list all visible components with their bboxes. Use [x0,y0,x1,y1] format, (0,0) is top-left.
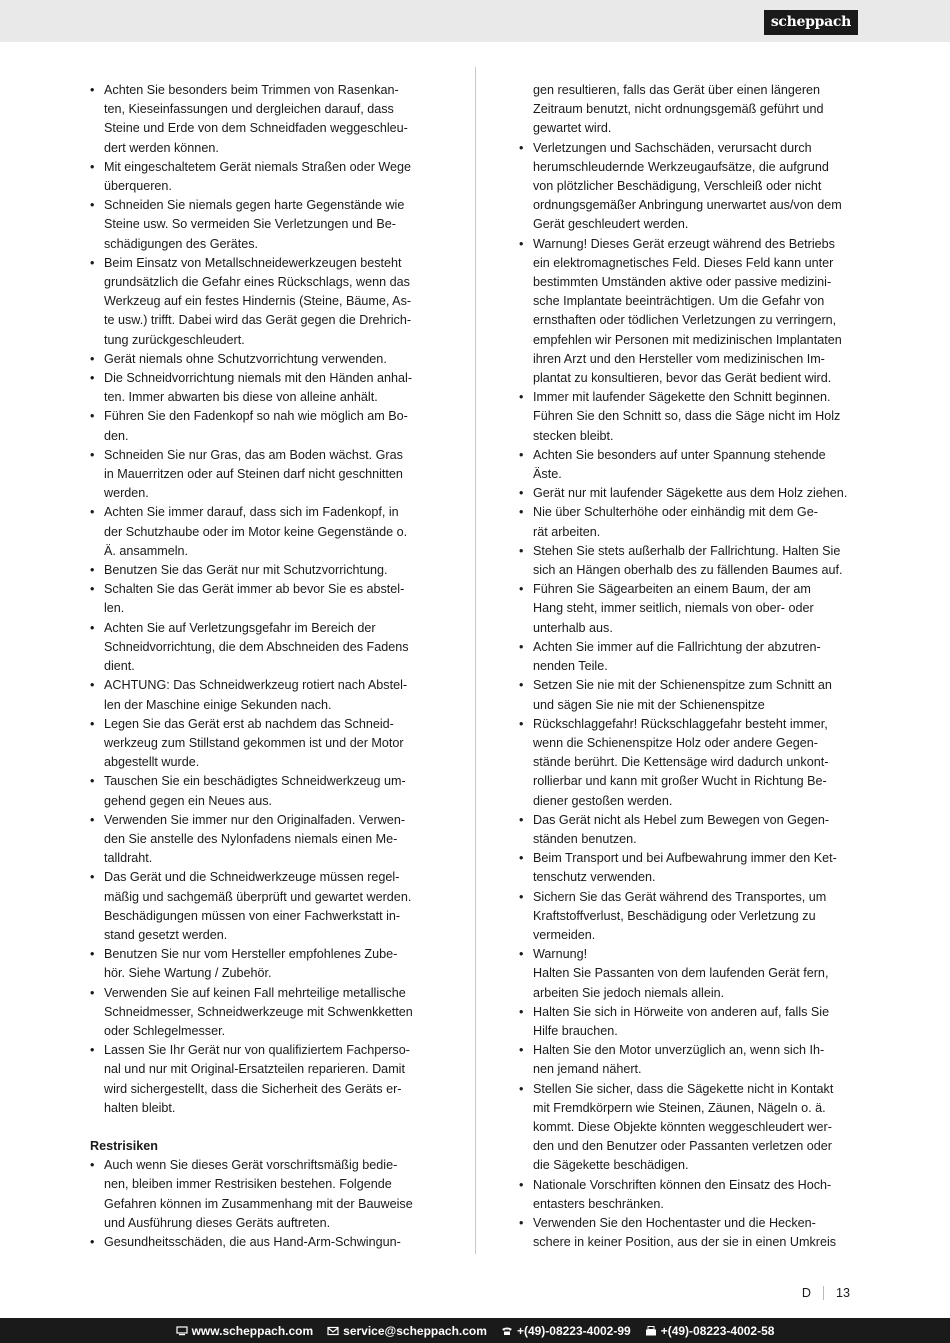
list-item-line: • Immer mit laufender Sägekette den Schnitt beginnen. [533,390,831,405]
list-item [90,1233,440,1252]
list-item [90,715,440,773]
list-item-line: gen resultieren, falls das Gerät über einen längeren [533,83,821,97]
list-item [519,888,869,946]
list-item-line: ständen benutzen. [533,831,637,846]
list-item-line: der Schutzhaube oder im Motor keine Gegenstände o. [104,524,408,539]
list-item-line: stände berührt. Die Kettensäge wird dadurch unkont- [533,755,829,770]
list-item-line: nal und nur mit Original-Ersatzteilen reparieren. Damit [104,1062,405,1077]
list-item-line: • Verwenden Sie auf keinen Fall mehrteilige metallische [104,985,406,1000]
list-item [90,580,440,618]
list-item [90,369,440,407]
left-column [90,81,440,1252]
section-heading: Restrisiken [90,1138,158,1153]
list-item-line: sche Implantate beeinträchtigen. Um die Gefahr von [533,294,825,309]
list-item-line: • Das Gerät nicht als Hebel zum Bewegen von Gegen- [533,812,830,827]
list-item-line: oder Schlegelmesser. [104,1023,226,1038]
column-divider [475,67,476,1254]
list-item-line: wird sichergestellt, dass die Sicherheit des Geräts er- [104,1081,402,1096]
list-item [90,619,440,677]
list-item-line: von plötzlicher Beschädigung, Verschleiß oder nicht [533,179,822,194]
list-item-line: den und den Benutzer oder Passanten verletzen oder [533,1139,832,1154]
list-item-line: in Mauerritzen oder auf Steinen darf nicht geschnitten [104,467,403,482]
list-item-line: • Achten Sie besonders auf unter Spannung stehende [533,447,826,462]
safety-list [90,81,440,1118]
list-item-line: • Gesundheitsschäden, die aus Hand-Arm-Schwingun- [104,1234,401,1249]
list-item-line: • Stellen Sie sicher, dass die Sägekette nicht in Kontakt [533,1081,834,1096]
website-text: www.scheppach.com [191,1323,314,1338]
list-item-line: herumschleudernde Werkzeugaufsätze, die aufgrund [533,159,829,174]
list-item-line: • Lassen Sie Ihr Gerät nur von qualifiziertem Fachperso- [104,1043,410,1058]
list-item-line: • Beim Einsatz von Metallschneidewerkzeugen besteht [104,255,402,270]
fax-icon [645,1326,657,1336]
list-item-line: mäßig und sachgemäß überprüft und gewartet werden. [104,889,412,904]
list-item-line: sich an Hängen oberhalb des zu fällenden Baumes auf. [533,563,843,578]
right-column [519,81,869,1252]
list-item [90,772,440,810]
list-item [519,580,869,638]
list-item [519,945,869,1003]
list-item-line: • Sichern Sie das Gerät während des Transportes, um [533,889,827,904]
list-item [90,350,440,369]
list-item-line: • Achten Sie immer darauf, dass sich im Fadenkopf, in [104,505,399,520]
list-item-line: dient. [104,659,135,674]
page-footer [802,1283,850,1303]
list-item-line: Beschädigungen müssen von einer Fachwerkstatt in- [104,908,401,923]
list-item-line: • Nie über Schulterhöhe oder einhändig mit dem Ge- [533,505,818,520]
fax-link[interactable] [645,1324,775,1338]
list-item [90,1156,440,1233]
list-item-line: • Schalten Sie das Gerät immer ab bevor Sie es abstel- [104,582,405,597]
list-item [519,715,869,811]
envelope-icon [327,1326,339,1336]
list-item-line: stecken bleibt. [533,428,614,443]
list-item-line: Halten Sie Passanten von dem laufenden Gerät fern, [533,966,829,981]
list-item-line: wenn die Schienenspitze Holz oder andere Gegen- [533,735,818,750]
list-item-line: • Halten Sie den Motor unverzüglich an, wenn sich Ih- [533,1043,825,1058]
list-item-line: dert werden können. [104,140,219,155]
list-item-line: • Setzen Sie nie mit der Schienenspitze zum Schnitt an [533,678,832,693]
list-item [519,849,869,887]
list-item-line: und sägen Sie nie mit der Schienenspitze [533,697,765,712]
list-item-line: ordnungsgemäßer Anbringung unerwartet aus/von dem [533,198,842,213]
safety-list-continued [519,81,869,1252]
list-item [90,446,440,504]
list-item [90,254,440,350]
list-item-line: den. [104,428,129,443]
list-item-line: kommt. Diese Objekte könnten weggeschleudert wer- [533,1119,832,1134]
list-item [519,1041,869,1079]
list-item-line: vermeiden. [533,927,596,942]
contact-bar [0,1318,950,1343]
list-item-line: ten. Immer abwarten bis diese von alleine anhält. [104,390,378,405]
list-item [519,139,869,235]
list-item [90,676,440,714]
list-item-line: Kraftstoffverlust, Beschädigung oder Verletzung zu [533,908,816,923]
list-item-line: grundsätzlich die Gefahr eines Rückschlags, wenn das [104,275,410,290]
list-item-line: • Achten Sie besonders beim Trimmen von Rasenkan- [104,83,399,97]
list-item-line: Schneidvorrichtung, die dem Abschneiden des Fadens [104,639,409,654]
list-item-line: Gefahren können im Zusammenhang mit der Bauweise [104,1196,413,1211]
phone-icon [501,1326,513,1336]
list-item-line: • Gerät nur mit laufender Sägekette aus dem Holz ziehen. [533,486,848,501]
list-item-line: hör. Siehe Wartung / Zubehör. [104,966,272,981]
list-item-line: • Schneiden Sie nur Gras, das am Boden wächst. Gras [104,447,403,462]
list-item-line: • ACHTUNG: Das Schneidwerkzeug rotiert nach Abstel- [104,678,408,693]
list-item [519,484,869,503]
list-item-line: bestimmten Umständen aktive oder passive medizini- [533,275,832,290]
list-item-line: werkzeug zum Stillstand gekommen ist und der Motor [104,735,404,750]
page-number: 13 [835,1286,850,1300]
list-item-line: • Warnung! [533,947,588,962]
list-item [519,503,869,541]
list-item-line: den Sie anstelle des Nylonfadens niemals einen Me- [104,831,398,846]
list-item [519,638,869,676]
list-item-line: • Verletzungen und Sachschäden, verursacht durch [533,140,812,155]
list-item-line: Hilfe brauchen. [533,1023,618,1038]
list-item-line: • Achten Sie immer auf die Fallrichtung der abzutren- [533,639,821,654]
list-item-line: • Beim Transport und bei Aufbewahrung immer den Ket- [533,851,837,866]
phone-link[interactable] [501,1324,631,1338]
list-item-line: • Nationale Vorschriften können den Einsatz des Hoch- [533,1177,832,1192]
list-item-line: ernsthaften oder tödlichen Verletzungen zu verringern, [533,313,837,328]
list-item [90,81,440,158]
list-item-line: empfehlen wir Personen mit medizinischen Implantaten [533,332,842,347]
list-item-line: nen jemand nähert. [533,1062,642,1077]
list-item-continuation [519,81,869,139]
list-item [90,407,440,445]
list-item [519,676,869,714]
list-item-line: • Benutzen Sie das Gerät nur mit Schutzvorrichtung. [104,563,388,578]
list-item-line: • Tauschen Sie ein beschädigtes Schneidwerkzeug um- [104,774,406,789]
list-item-line: • Benutzen Sie nur vom Hersteller empfohlenes Zube- [104,947,398,962]
list-item [519,1214,869,1252]
list-item-line: diener gestoßen werden. [533,793,673,808]
list-item-line: Führen Sie den Schnitt so, dass die Säge nicht im Holz [533,409,841,424]
website-link[interactable] [176,1324,314,1338]
list-item-line: überqueren. [104,179,172,194]
list-item-line: ihren Arzt und den Hersteller vom medizinischen Im- [533,351,825,366]
list-item-line: te usw.) trifft. Dabei wird das Gerät gegen die Drehrich- [104,313,412,328]
list-item-line: stand gesetzt werden. [104,927,228,942]
list-item-line: abgestellt wurde. [104,755,200,770]
list-item-line: ten, Kieseinfassungen und dergleichen darauf, dass [104,102,394,117]
list-item-line: Äste. [533,467,562,482]
list-item-line: tung zurückgeschleudert. [104,332,245,347]
list-item-line: • Halten Sie sich in Hörweite von anderen auf, falls Sie [533,1004,830,1019]
list-item-line: nen, bleiben immer Restrisiken bestehen. Folgende [104,1177,392,1192]
phone-text: +(49)-08223-4002-99 [516,1323,631,1338]
list-item-line: entasters beschränken. [533,1196,664,1211]
list-item [519,388,869,446]
list-item-line: • Stehen Sie stets außerhalb der Fallrichtung. Halten Sie [533,543,841,558]
list-item-line: Steine usw. So vermeiden Sie Verletzungen und Be- [104,217,396,232]
residual-risk-list [90,1156,440,1252]
header-bar [0,0,950,42]
list-item-line: • Gerät niemals ohne Schutzvorrichtung verwenden. [104,351,387,366]
list-item-line: • Führen Sie den Fadenkopf so nah wie möglich am Bo- [104,409,408,424]
list-item [519,1080,869,1176]
list-item [519,235,869,389]
list-item [90,984,440,1042]
email-text: service@scheppach.com [343,1323,487,1338]
list-item-line: nenden Teile. [533,659,608,674]
list-item-line: • Rückschlaggefahr! Rückschlaggefahr besteht immer, [533,716,828,731]
list-item-line: mit Fremdkörpern wie Steinen, Zäunen, Nägeln o. ä. [533,1100,826,1115]
list-item-line: tenschutz verwenden. [533,870,656,885]
list-item-line: Gerät geschleudert werden. [533,217,689,232]
monitor-icon [176,1326,188,1336]
list-item [90,158,440,196]
list-item-line: Hang steht, immer seitlich, niemals von ober- oder [533,601,814,616]
list-item-line: und Ausführung dieses Geräts auftreten. [104,1215,331,1230]
list-item [90,811,440,869]
list-item-line: schere in keiner Position, aus der sie in einen Umkreis [533,1235,837,1250]
list-item-line: gewartet wird. [533,121,612,136]
list-item-line: Steine und Erde von dem Schneidfaden weggeschleu- [104,121,408,136]
list-item-line: halten bleibt. [104,1100,176,1115]
list-item [519,542,869,580]
list-item-line: die Sägekette beschädigen. [533,1158,689,1173]
list-item-line: schädigungen des Gerätes. [104,236,259,251]
list-item [519,446,869,484]
list-item-line: • Achten Sie auf Verletzungsgefahr im Bereich der [104,620,376,635]
list-item [519,1176,869,1214]
list-item [90,561,440,580]
list-item-line: Zeitraum benutzt, nicht ordnungsgemäß geführt und [533,102,824,117]
list-item-line: • Die Schneidvorrichtung niemals mit den Händen anhal- [104,371,413,386]
list-item-line: • Das Gerät und die Schneidwerkzeuge müssen regel- [104,870,400,885]
list-item-line: plantat zu konsultieren, bevor das Gerät bedient wird. [533,371,832,386]
language-code: D [802,1286,824,1300]
email-link[interactable] [327,1324,487,1338]
list-item-line: • Auch wenn Sie dieses Gerät vorschriftsmäßig bedie- [104,1158,398,1173]
list-item [519,1003,869,1041]
list-item-line: rollierbar und kann mit großer Wucht in Richtung Be- [533,774,827,789]
list-item-line: ein elektromagnetisches Feld. Dieses Feld kann unter [533,255,834,270]
list-item-line: talldraht. [104,851,153,866]
list-item-line: • Verwenden Sie den Hochentaster und die Hecken- [533,1215,816,1230]
list-item-line: arbeiten Sie jedoch niemals allein. [533,985,725,1000]
list-item-line: rät arbeiten. [533,524,601,539]
list-item-line: • Warnung! Dieses Gerät erzeugt während des Betriebs [533,236,835,251]
list-item-line: len. [104,601,125,616]
list-item [90,503,440,561]
list-item-line: • Schneiden Sie niemals gegen harte Gegenstände wie [104,198,405,213]
list-item-line: Schneidmesser, Schneidwerkzeuge mit Schwenkketten [104,1004,413,1019]
list-item [90,945,440,983]
list-item-line: Ä. ansammeln. [104,543,188,558]
list-item [519,811,869,849]
fax-text: +(49)-08223-4002-58 [660,1323,775,1338]
list-item-line: gehend gegen ein Neues aus. [104,793,273,808]
brand-logo: scheppach [764,10,858,35]
list-item-line: • Verwenden Sie immer nur den Originalfaden. Verwen- [104,812,406,827]
list-item-line: werden. [104,486,149,501]
list-item-line: unterhalb aus. [533,620,613,635]
list-item-line: • Führen Sie Sägearbeiten an einem Baum, der am [533,582,811,597]
list-item-line: len der Maschine einige Sekunden nach. [104,697,332,712]
list-item [90,196,440,254]
list-item [90,1041,440,1118]
list-item [90,868,440,945]
list-item-line: • Mit eingeschaltetem Gerät niemals Straßen oder Wege [104,159,412,174]
list-item-line: • Legen Sie das Gerät erst ab nachdem das Schneid- [104,716,394,731]
list-item-line: Werkzeug auf ein festes Hindernis (Steine, Bäume, As- [104,294,412,309]
